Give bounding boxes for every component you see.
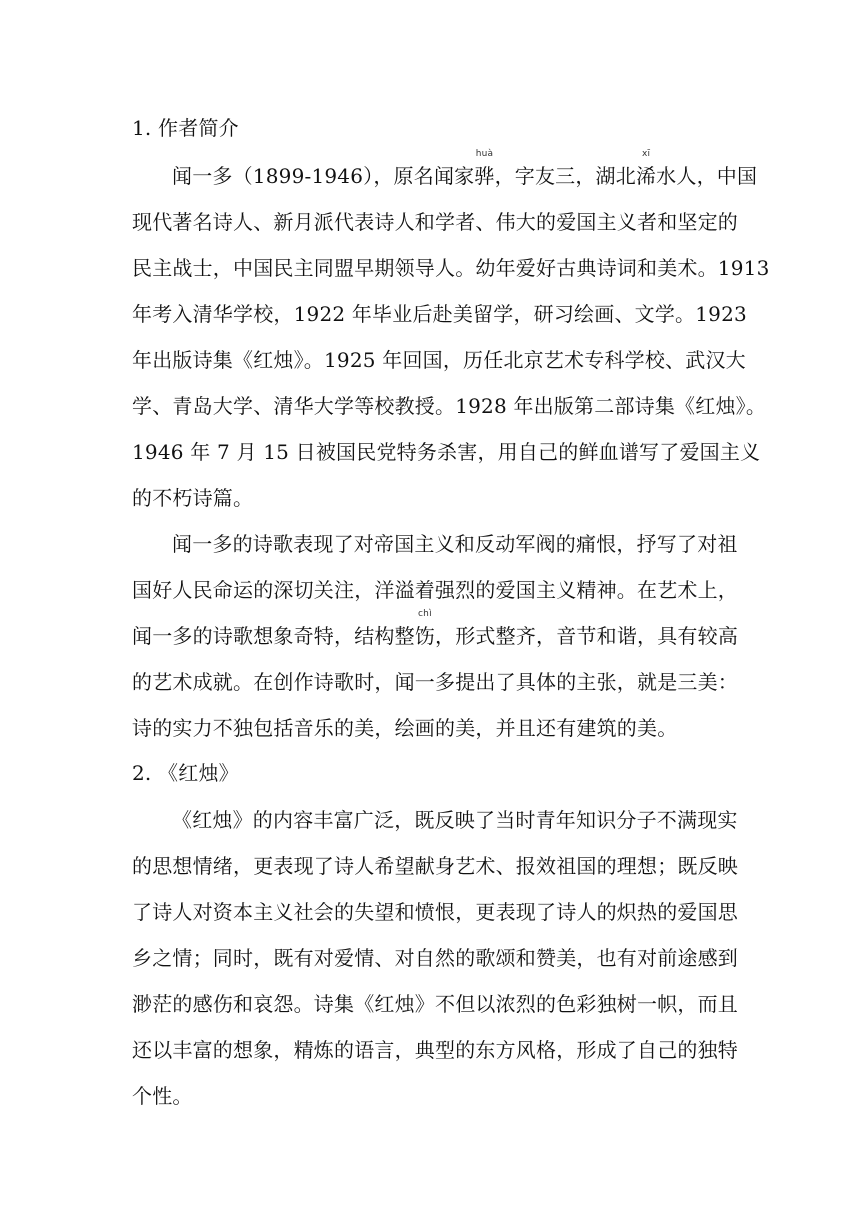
paragraph-line: 乡之情；同时，既有对爱情、对自然的歌颂和赞美，也有对前途感到 [132, 946, 738, 970]
section-heading-author-intro: 1. 作者简介 [132, 116, 239, 140]
ruby-annotation [414, 609, 436, 648]
paragraph-line: 年考入清华学校，1922 年毕业后赴美留学，研习绘画、文学。1923 [132, 302, 747, 326]
paragraph-line: 诗的实力不独包括音乐的美，绘画的美，并且还有建筑的美。 [132, 716, 678, 740]
paragraph-line: 的不朽诗篇。 [132, 486, 254, 510]
pinyin-reading: chì [418, 609, 432, 619]
paragraph-line: 《红烛》的内容丰富广泛，既反映了当时青年知识分子不满现实 [172, 808, 738, 832]
ruby-annotation [635, 149, 657, 188]
paragraph-line: 现代著名诗人、新月派代表诗人和学者、伟大的爱国主义者和坚定的 [132, 210, 738, 234]
text-run: 水人，中国 [656, 164, 758, 188]
ruby-annotation [474, 149, 495, 188]
paragraph-line [132, 609, 739, 648]
text-run: 闻一多（1899-1946），原名闻家 [172, 164, 475, 188]
paragraph-line: 国好人民命运的深切关注，洋溢着强烈的爱国主义精神。在艺术上， [132, 578, 738, 602]
ruby-base-char: 浠 [635, 164, 657, 188]
pinyin-reading: xī [641, 149, 651, 159]
paragraph-line: 民主战士，中国民主同盟早期领导人。幼年爱好古典诗词和美术。1913 [132, 256, 770, 280]
paragraph-line: 1946 年 7 月 15 日被国民党特务杀害，用自己的鲜血谱写了爱国主义 [132, 440, 761, 464]
paragraph-line: 年出版诗集《红烛》。1925 年回国，历任北京艺术专科学校、武汉大 [132, 348, 746, 372]
paragraph-line: 还以丰富的想象，精炼的语言，典型的东方风格，形成了自己的独特 [132, 1038, 738, 1062]
paragraph-line: 的艺术成就。在创作诗歌时，闻一多提出了具体的主张，就是三美： [132, 670, 738, 694]
section-heading-red-candle: 2. 《红烛》 [132, 761, 239, 785]
text-run: ，形式整齐，音节和谐，具有较高 [435, 624, 739, 648]
text-run: ，字友三，湖北 [494, 164, 636, 188]
paragraph-line: 的思想情绪，更表现了诗人希望献身艺术、报效祖国的理想；既反映 [132, 854, 738, 878]
paragraph-line [172, 149, 758, 188]
paragraph-line: 闻一多的诗歌表现了对帝国主义和反动军阀的痛恨，抒写了对祖 [172, 532, 738, 556]
paragraph-line: 了诗人对资本主义社会的失望和愤恨，更表现了诗人的炽热的爱国思 [132, 900, 738, 924]
ruby-base-char: 饬 [414, 624, 436, 648]
paragraph-line: 渺茫的感伤和哀怨。诗集《红烛》不但以浓烈的色彩独树一帜，而且 [132, 992, 738, 1016]
paragraph-line: 个性。 [132, 1084, 193, 1108]
text-run: 闻一多的诗歌想象奇特，结构整 [132, 624, 415, 648]
pinyin-reading: huà [475, 149, 494, 159]
ruby-base-char: 骅 [474, 164, 495, 188]
paragraph-line: 学、青岛大学、清华大学等校教授。1928 年出版第二部诗集《红烛》。 [132, 394, 767, 418]
